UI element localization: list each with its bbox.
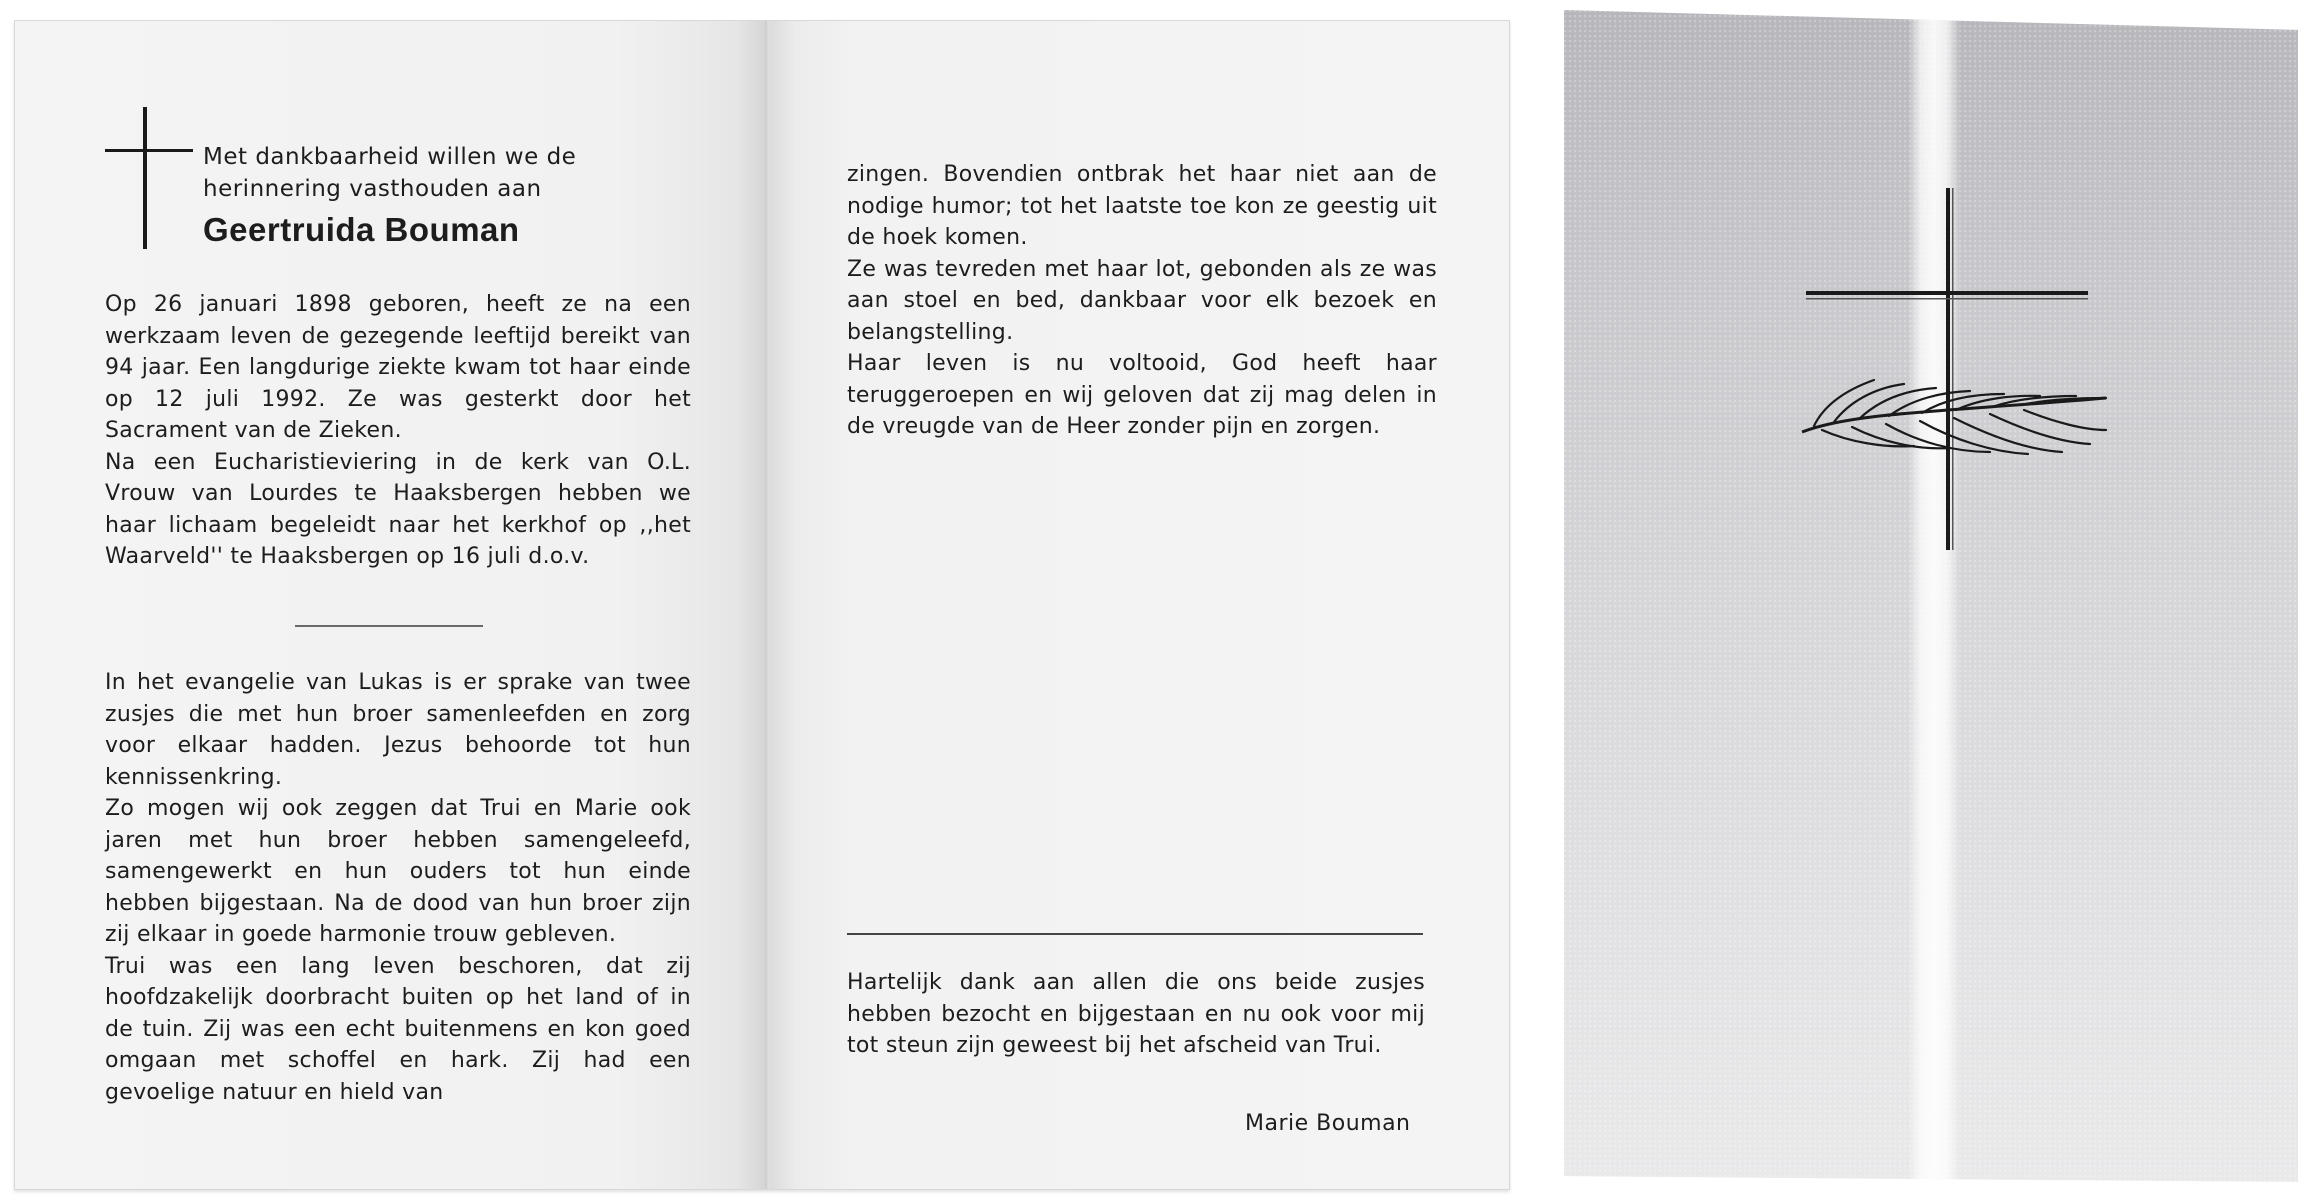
gospel-paragraph: Zo mogen wij ook zeggen dat Trui en Marie ook jaren met hun broer hebben samengeleefd, samengewerkt en hun ouders tot hun einde hebben bijgestaan. Na de dood van hun broer zijn zij elkaar in goede harmonie trouw gebleven. bbox=[105, 796, 691, 947]
gospel-paragraph: In het evangelie van Lukas is er sprake van twee zusjes die met hun broer samenleefden en zorg voor elkaar hadden. Jezus behoorde tot hun kennissenkring. bbox=[105, 670, 691, 790]
intro-line-1: Met dankbaarheid willen we de bbox=[203, 144, 577, 170]
deceased-name: Geertruida Bouman bbox=[203, 211, 520, 248]
continuation-section bbox=[847, 159, 1437, 443]
section-divider bbox=[295, 625, 483, 627]
intro-text bbox=[203, 141, 576, 205]
signature: Marie Bouman bbox=[1245, 1111, 1411, 1136]
continuation-paragraph: zingen. Bovendien ontbrak het haar niet aan de nodige humor; tot het laatste toe kon ze geestig uit de hoek komen. bbox=[847, 162, 1437, 250]
gospel-section bbox=[105, 667, 691, 1108]
thanks-paragraph: Hartelijk dank aan allen die ons beide zusjes hebben bezocht en bijgestaan en nu ook voor mij tot steun zijn geweest bij het afscheid van Trui. bbox=[847, 970, 1425, 1058]
thanks-divider bbox=[847, 933, 1423, 935]
front-cover bbox=[1564, 10, 2298, 1182]
biography-paragraph: Na een Eucharistieviering in de kerk van O.L. Vrouw van Lourdes te Haaksbergen hebben we haar lichaam begeleidt naar het kerkhof op ,,het Waarveld'' te Haaksbergen op 16 juli d.o.v. bbox=[105, 449, 691, 569]
inner-spread bbox=[14, 20, 1510, 1190]
biography-section bbox=[105, 289, 691, 573]
gospel-paragraph: Trui was een lang leven beschoren, dat zij hoofdzakelijk doorbracht buiten op het land of in de tuin. Zij was een echt buitenmens en kon goed omgaan met schoffel en hark. Zij had een gevoelige natuur en hield van bbox=[105, 953, 691, 1105]
biography-paragraph: Op 26 januari 1898 geboren, heeft ze na een werkzaam leven de gezegende leeftijd bereikt van 94 jaar. Een langdurige ziekte kwam tot haar einde op 12 juli 1992. Ze was gesterkt door het Sacrament van de Zieken. bbox=[105, 292, 691, 443]
continuation-paragraph: Haar leven is nu voltooid, God heeft haar teruggeroepen en wij geloven dat zij mag delen in de vreugde van de Heer zonder pijn en zorgen. bbox=[847, 351, 1437, 439]
cross-with-palm-branch-icon bbox=[1794, 180, 2114, 580]
continuation-paragraph: Ze was tevreden met haar lot, gebonden als ze was aan stoel en bed, dankbaar voor elk bezoek en belangstelling. bbox=[847, 256, 1437, 345]
intro-line-2: herinnering vasthouden aan bbox=[203, 176, 542, 202]
center-fold bbox=[765, 21, 769, 1189]
thanks-section bbox=[847, 967, 1425, 1062]
